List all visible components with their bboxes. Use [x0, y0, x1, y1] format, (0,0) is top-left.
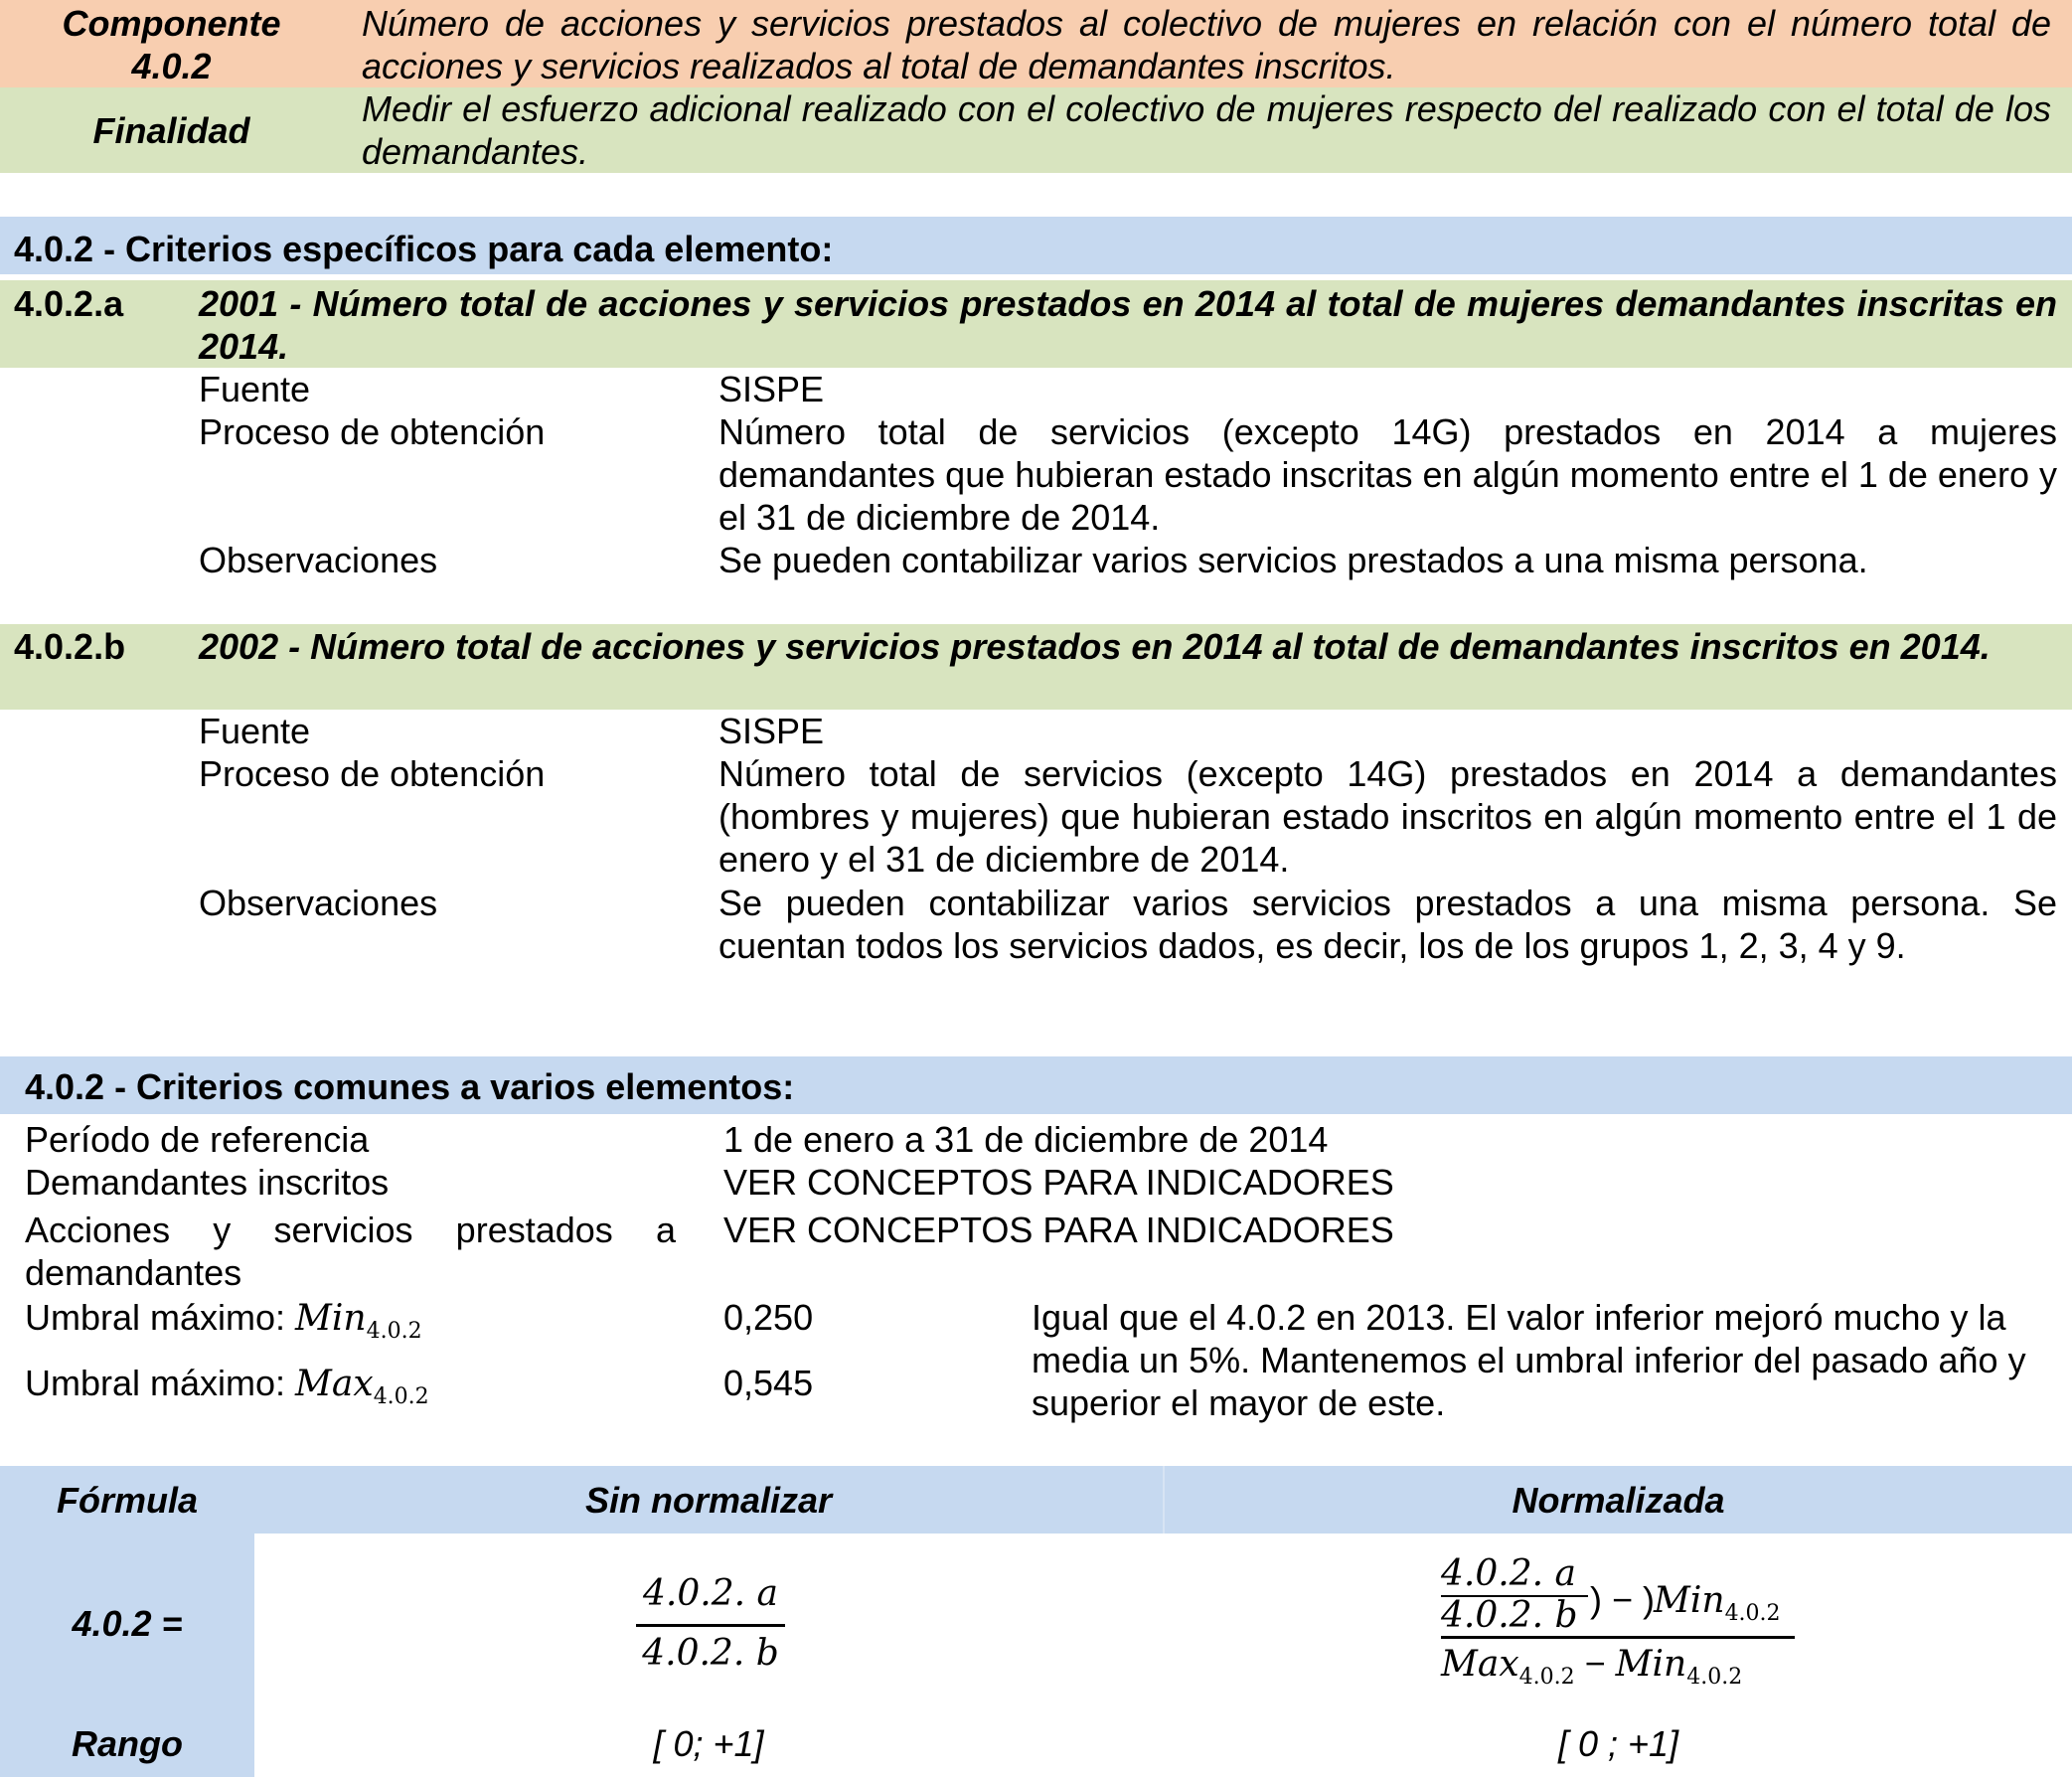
acciones-value: VER CONCEPTOS PARA INDICADORES: [723, 1210, 1394, 1250]
item-a-title: 2001 - Número total de acciones y servicios prestados en 2014 al total de mujeres demandantes inscritas en 2014.: [199, 283, 2057, 367]
item-a-proceso-label: Proceso de obtención: [199, 411, 546, 452]
umbral-note: Igual que el 4.0.2 en 2013. El valor inferior mejoró mucho y la media un 5%. Mantenemos el umbral inferior del pasado año y superior el mayor de este.: [1032, 1297, 2026, 1423]
finalidad-text: Medir el esfuerzo adicional realizado con el colectivo de mujeres respecto del realizado con el total de los demandantes.: [362, 88, 2051, 172]
norm-den-max-symbol: Max: [1441, 1644, 1519, 1685]
norm-min-symbol: Min: [1654, 1580, 1725, 1621]
norm-den-max-subscript: 4.0.2: [1518, 1665, 1575, 1690]
umbral-min-symbol: Min: [295, 1298, 367, 1339]
item-a-obs-label: Observaciones: [199, 540, 438, 580]
item-a-proceso-value: Número total de servicios (excepto 14G) prestados en 2014 a mujeres demandantes que hubieran estado inscritas en algún momento entre el 1 de enero y el 31 de diciembre de 2014.: [718, 411, 2057, 538]
umbral-min-subscript: 4.0.2: [366, 1319, 422, 1344]
umbral-max-subscript: 4.0.2: [373, 1384, 429, 1409]
rango-sin: [ 0; +1]: [653, 1723, 764, 1764]
rango-label: Rango: [72, 1723, 183, 1764]
umbral-min-text: Umbral máximo:: [25, 1297, 296, 1338]
acciones-label: Acciones y servicios prestados a demandantes: [25, 1210, 676, 1293]
sin-fraction-line: [636, 1624, 785, 1627]
norm-inner-numerator: 4.0.2. a: [1441, 1553, 1576, 1594]
demandantes-label: Demandantes inscritos: [25, 1162, 390, 1203]
sin-denominator: 4.0.2. b: [642, 1633, 779, 1674]
item-b-proceso-label: Proceso de obtención: [199, 753, 546, 794]
norm-min-subscript: 4.0.2: [1724, 1601, 1781, 1626]
item-b-fuente-label: Fuente: [199, 711, 311, 751]
item-a-fuente-label: Fuente: [199, 369, 311, 409]
norm-inner-denominator: 4.0.2. b: [1441, 1595, 1578, 1636]
norm-den-minus: −: [1574, 1643, 1616, 1684]
norm-denominator: [1441, 1642, 1742, 1698]
norm-den-min-subscript: 4.0.2: [1686, 1665, 1743, 1690]
demandantes-value: VER CONCEPTOS PARA INDICADORES: [723, 1162, 1394, 1203]
item-a-fuente-value: SISPE: [718, 369, 825, 409]
norm-den-min-symbol: Min: [1615, 1644, 1687, 1685]
componente-label: Componente 4.0.2: [62, 3, 281, 86]
periodo-value: 1 de enero a 31 de diciembre de 2014: [723, 1119, 1329, 1160]
item-b-code: 4.0.2.b: [14, 626, 126, 667]
umbral-min-label: [25, 1296, 422, 1353]
item-a-code: 4.0.2.a: [14, 283, 124, 324]
finalidad-label: Finalidad: [92, 110, 250, 151]
col-normalizada: Normalizada: [1512, 1480, 1725, 1521]
componente-text: Número de acciones y servicios prestados al colectivo de mujeres en relación con el número total de acciones y servicios realizados al total de demandantes inscritos.: [362, 3, 2051, 86]
norm-min-term: [1654, 1578, 1781, 1635]
item-b-title: 2002 - Número total de acciones y servicios prestados en 2014 al total de demandantes inscritos en 2014.: [199, 626, 1991, 667]
col-formula: Fórmula: [56, 1480, 198, 1521]
umbral-max-label: [25, 1362, 429, 1418]
formula-row-label: 4.0.2 =: [72, 1603, 183, 1644]
periodo-label: Período de referencia: [25, 1119, 370, 1160]
umbral-min-value: 0,250: [723, 1297, 814, 1338]
umbral-max-text: Umbral máximo:: [25, 1363, 296, 1403]
umbral-max-value: 0,545: [723, 1363, 814, 1403]
umbral-max-symbol: Max: [295, 1364, 374, 1404]
item-b-obs-value: Se pueden contabilizar varios servicios prestados a una misma persona. Se cuentan todos los servicios dados, es decir, los de los grupos 1, 2, 3, 4 y 9.: [718, 883, 2057, 966]
item-a-obs-value: Se pueden contabilizar varios servicios prestados a una misma persona.: [718, 540, 1868, 580]
item-b-proceso-value: Número total de servicios (excepto 14G) prestados en 2014 a demandantes (hombres y mujeres) que hubieran estado inscritos en algún momento entre el 1 de enero y el 31 de diciembre de 2014.: [718, 753, 2057, 880]
norm-closing: ) − ): [1590, 1579, 1656, 1620]
item-b-obs-label: Observaciones: [199, 883, 438, 923]
norm-fraction-line: [1441, 1636, 1795, 1639]
common-title: 4.0.2 - Criterios comunes a varios elementos:: [25, 1066, 795, 1107]
col-sin-normalizar: Sin normalizar: [584, 1480, 833, 1521]
rango-norm: [ 0 ; +1]: [1557, 1723, 1679, 1764]
sin-numerator: 4.0.2. a: [643, 1573, 778, 1614]
item-b-fuente-value: SISPE: [718, 711, 825, 751]
specific-title: 4.0.2 - Criterios específicos para cada elemento:: [14, 229, 834, 269]
